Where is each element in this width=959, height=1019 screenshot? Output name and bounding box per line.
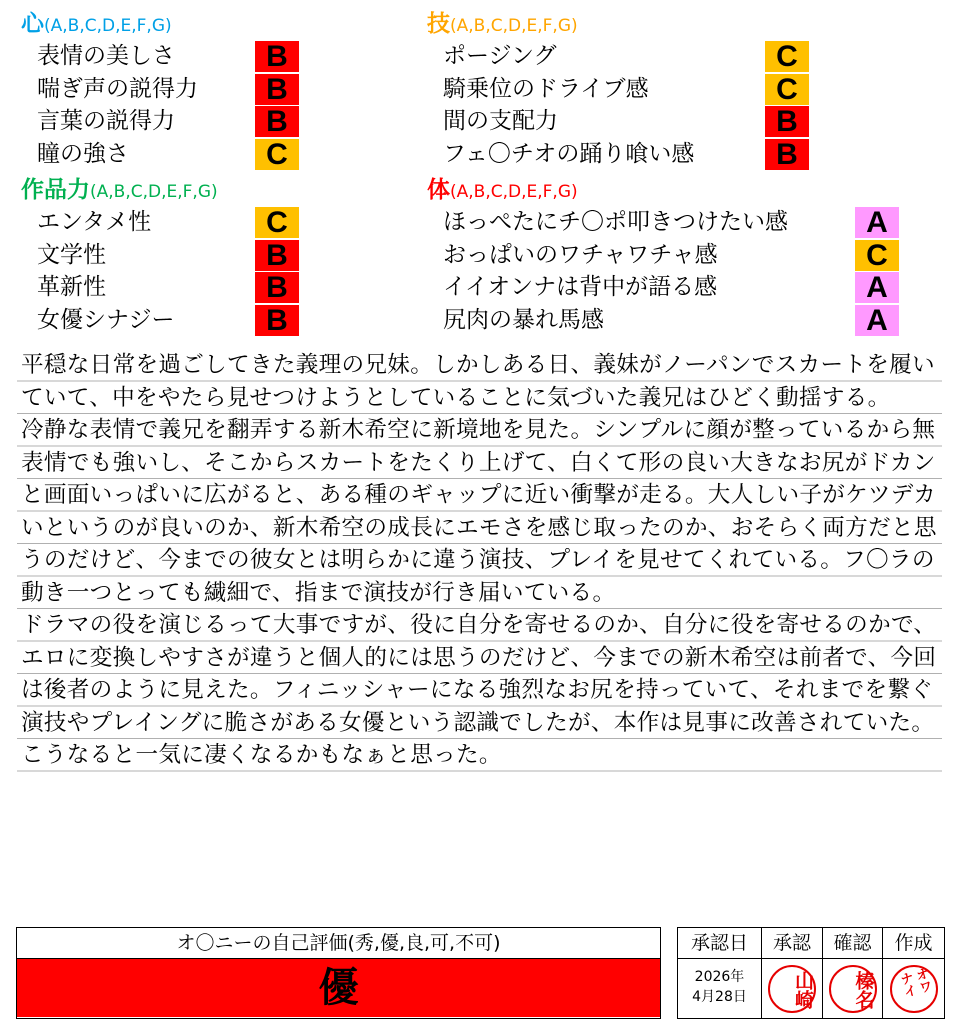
grade-scale: (A,B,C,D,E,F,G) [44, 16, 172, 36]
rating-label: 間の支配力 [443, 108, 558, 134]
approval-date-day: 4月28日 [692, 989, 747, 1005]
category-kokoro [21, 8, 321, 170]
rating-label: ほっぺたにチ〇ポ叩きつけたい感 [443, 209, 788, 235]
confirm-seal-icon [829, 965, 877, 1013]
review-paragraph: ドラマの役を演じるって大事ですが、役に自分を寄せるのか、自分に役を寄せるのかで、エロに変換しやすさが違うと個人的には思うのだけど、今までの新木希空は前者で、今回は後者のように見えた。フィニッシャーになる強烈なお尻を持っていて、それまでを繋ぐ演技やプレイングに脆さがある女優という認識でしたが、本作は見事に改善されていた。こうなると一気に凄くなるかもなぁと思った。 [17, 609, 942, 772]
rating-row [427, 73, 847, 106]
approval-date-year: 2026年 [694, 969, 745, 985]
grade-badge: B [765, 139, 809, 170]
category-sakuhin [21, 174, 321, 336]
approval-date-header: 承認日 [690, 932, 748, 954]
rating-row [21, 138, 321, 171]
seal-text: 榛名 [852, 970, 875, 1009]
grade-badge: A [855, 305, 899, 336]
rating-label: 表情の美しさ [37, 43, 175, 69]
rating-row [427, 40, 847, 73]
rating-label: 革新性 [37, 274, 106, 300]
grade-badge: B [255, 272, 299, 303]
grade-badge: C [255, 139, 299, 170]
confirm-header: 確認 [822, 928, 882, 958]
grade-badge: B [255, 106, 299, 137]
rating-label: 女優シナジー [37, 306, 175, 333]
create-seal-icon [890, 965, 938, 1013]
create-header: 作成 [882, 928, 944, 958]
confirm-stamp-cell [822, 959, 882, 1018]
grade-badge: B [765, 106, 809, 137]
rating-label: フェ〇チオの踊り喰い感 [443, 140, 695, 167]
rating-label: 喘ぎ声の説得力 [37, 75, 198, 102]
review-paragraph: 平穏な日常を過ごしてきた義理の兄妹。しかしある日、義妹がノーパンでスカートを履いていて、中をやたら見せつけようとしていることに気づいた義兄はひどく動揺する。 [17, 349, 942, 414]
grade-badge: C [255, 207, 299, 238]
rating-row [427, 239, 907, 272]
rating-row [21, 73, 321, 106]
category-name: 作品力 [21, 177, 90, 203]
rating-row [427, 105, 847, 138]
rating-row [427, 271, 907, 304]
approve-seal-icon [768, 965, 816, 1013]
grade-badge: B [255, 305, 299, 336]
rating-row [427, 138, 847, 171]
grade-scale: (A,B,C,D,E,F,G) [450, 182, 578, 202]
seal-text: オワ [911, 965, 933, 995]
rating-label: エンタメ性 [37, 209, 152, 235]
review-paragraph: 冷静な表情で義兄を翻弄する新木希空に新境地を見た。シンプルに顔が整っているから無表情でも強いし、そこからスカートをたくり上げて、白くて形の良い大きなお尻がドカンと画面いっぱいに広がると、ある種のギャップに近い衝撃が走る。大人しい子がケツデカいというのが良いのか、新木希空の成長にエモさを感じ取ったのか、おそらく両方だと思うのだけど、今までの彼女とは明らかに違う演技、プレイを見せてくれている。フ〇ラの動き一つとっても繊細で、指まで演技が行き届いている。 [17, 414, 942, 609]
rating-row [427, 206, 907, 239]
rating-label: 文学性 [37, 241, 106, 268]
grade-badge: B [255, 240, 299, 271]
seal-text: ナイ [895, 969, 917, 999]
category-waza [427, 8, 847, 170]
self-evaluation-result: 優 [17, 959, 660, 1017]
grade-badge: B [255, 74, 299, 105]
self-evaluation-heading: オ〇ニーの自己評価(秀,優,良,可,不可) [17, 928, 660, 959]
category-karada [427, 174, 907, 336]
rating-row [21, 239, 321, 272]
rating-label: 言葉の説得力 [37, 108, 175, 134]
grade-badge: A [855, 272, 899, 303]
rating-row [427, 304, 907, 337]
rating-label: おっぱいのワチャワチャ感 [443, 241, 718, 268]
rating-label: 騎乗位のドライブ感 [443, 75, 649, 102]
approve-stamp-cell [761, 959, 822, 1018]
review-text [17, 349, 942, 772]
grade-scale: (A,B,C,D,E,F,G) [90, 182, 218, 202]
rating-label: イイオンナは背中が語る感 [443, 274, 718, 300]
grade-badge: A [855, 207, 899, 238]
approve-header: 承認 [761, 928, 822, 958]
category-name: 技 [427, 11, 450, 37]
rating-label: 瞳の強さ [37, 140, 129, 167]
rating-row [21, 105, 321, 138]
category-title [21, 8, 321, 40]
category-name: 心 [21, 11, 44, 37]
create-stamp-cell [882, 959, 944, 1018]
approval-date [678, 959, 761, 1018]
rating-row [21, 40, 321, 73]
grade-badge: C [855, 240, 899, 271]
rating-label: 尻肉の暴れ馬感 [443, 306, 604, 333]
grade-badge: C [765, 74, 809, 105]
category-title [427, 8, 847, 40]
seal-text: 山崎 [792, 970, 814, 1009]
rating-label: ポージング [443, 43, 557, 69]
category-title [21, 174, 321, 206]
grade-badge: B [255, 41, 299, 72]
approval-table [677, 927, 945, 1019]
self-evaluation-box [16, 927, 661, 1019]
grade-badge: C [765, 41, 809, 72]
rating-row [21, 206, 321, 239]
grade-scale: (A,B,C,D,E,F,G) [450, 16, 578, 36]
rating-row [21, 304, 321, 337]
category-name: 体 [427, 177, 450, 203]
rating-row [21, 271, 321, 304]
category-title [427, 174, 907, 206]
